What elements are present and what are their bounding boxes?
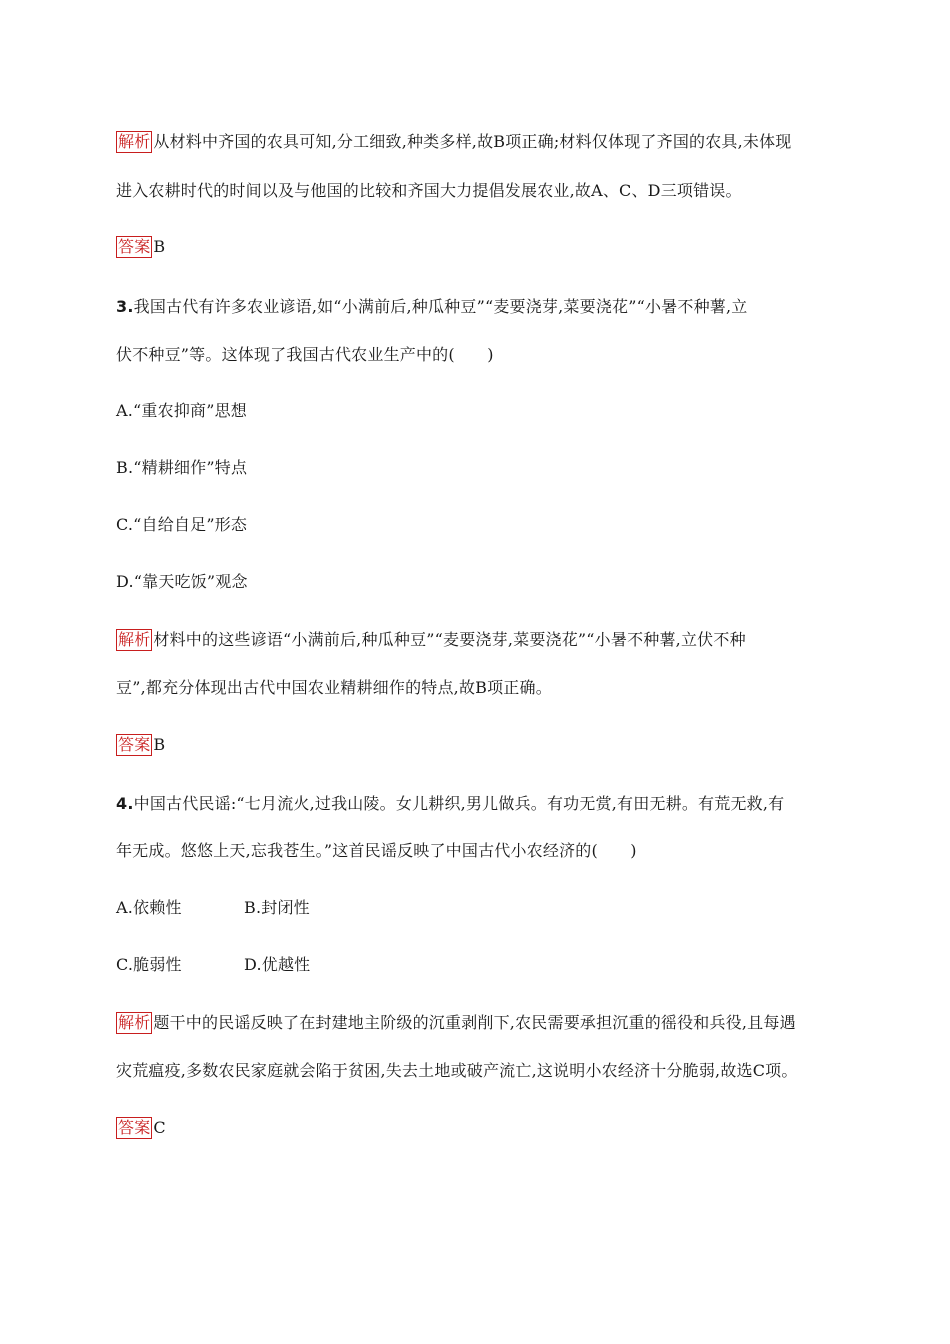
q3-stem-line-1 — [116, 296, 836, 318]
q3-stem-line-2: 伏不种豆”等。这体现了我国古代农业生产中的( ) — [116, 345, 494, 364]
answer-tag: 答案 — [118, 237, 151, 256]
q3-analysis-line-2: 豆”,都充分体现出古代中国农业精耕细作的特点,故B项正确。 — [116, 678, 552, 697]
q2-analysis-line-2: 进入农耕时代的时间以及与他国的比较和齐国大力提倡发展农业,故A、C、D三项错误。 — [116, 181, 742, 200]
q3-number: 3. — [116, 297, 134, 316]
q4-option-b: B.封闭性 — [244, 898, 310, 917]
q3-option-b: B.“精耕细作”特点 — [116, 458, 248, 477]
q4-option-a: A.依赖性 — [116, 898, 182, 917]
analysis-tag: 解析 — [118, 630, 151, 649]
q4-stem-text-1: 中国古代民谣:“七月流火,过我山陵。女儿耕织,男儿做兵。有功无赏,有田无耕。有荒无救,有 — [133, 794, 785, 813]
q4-answer-line — [116, 1117, 836, 1139]
q4-number: 4. — [116, 794, 134, 813]
q3-stem-text-1: 我国古代有许多农业谚语,如“小满前后,种瓜种豆”“麦要浇芽,菜要浇花”“小暑不种薯,立 — [133, 297, 748, 316]
q3-answer-line — [116, 734, 836, 756]
q4-option-c: C.脆弱性 — [116, 955, 182, 974]
q2-answer-value: B — [153, 237, 166, 256]
q4-option-d: D.优越性 — [244, 955, 311, 974]
q2-answer-line — [116, 236, 836, 258]
analysis-tag: 解析 — [118, 1013, 151, 1032]
analysis-tag: 解析 — [118, 132, 151, 151]
answer-tag: 答案 — [118, 1118, 151, 1137]
q2-analysis-line-1 — [116, 131, 836, 153]
q4-analysis-line-1 — [116, 1012, 836, 1034]
q3-option-c: C.“自给自足”形态 — [116, 515, 248, 534]
q4-analysis-line-2: 灾荒瘟疫,多数农民家庭就会陷于贫困,失去土地或破产流亡,这说明小农经济十分脆弱,故选C项。 — [116, 1061, 798, 1080]
q4-options-row-1 — [116, 897, 836, 919]
q3-analysis-line-1 — [116, 629, 836, 651]
q4-options-row-2 — [116, 954, 836, 976]
q2-analysis-text-1: 从材料中齐国的农具可知,分工细致,种类多样,故B项正确;材料仅体现了齐国的农具,未体现 — [153, 132, 792, 151]
q3-answer-value: B — [153, 735, 166, 754]
q3-analysis-text-1: 材料中的这些谚语“小满前后,种瓜种豆”“麦要浇芽,菜要浇花”“小暑不种薯,立伏不种 — [153, 630, 746, 649]
q3-option-a: A.“重农抑商”思想 — [116, 401, 248, 420]
answer-tag: 答案 — [118, 735, 151, 754]
q3-option-d: D.“靠天吃饭”观念 — [116, 572, 248, 591]
q4-stem-line-1 — [116, 793, 836, 815]
q4-stem-line-2: 年无成。悠悠上天,忘我苍生。”这首民谣反映了中国古代小农经济的( ) — [116, 841, 637, 860]
q4-analysis-text-1: 题干中的民谣反映了在封建地主阶级的沉重剥削下,农民需要承担沉重的徭役和兵役,且每遇 — [153, 1013, 796, 1032]
q4-answer-value: C — [153, 1118, 166, 1137]
